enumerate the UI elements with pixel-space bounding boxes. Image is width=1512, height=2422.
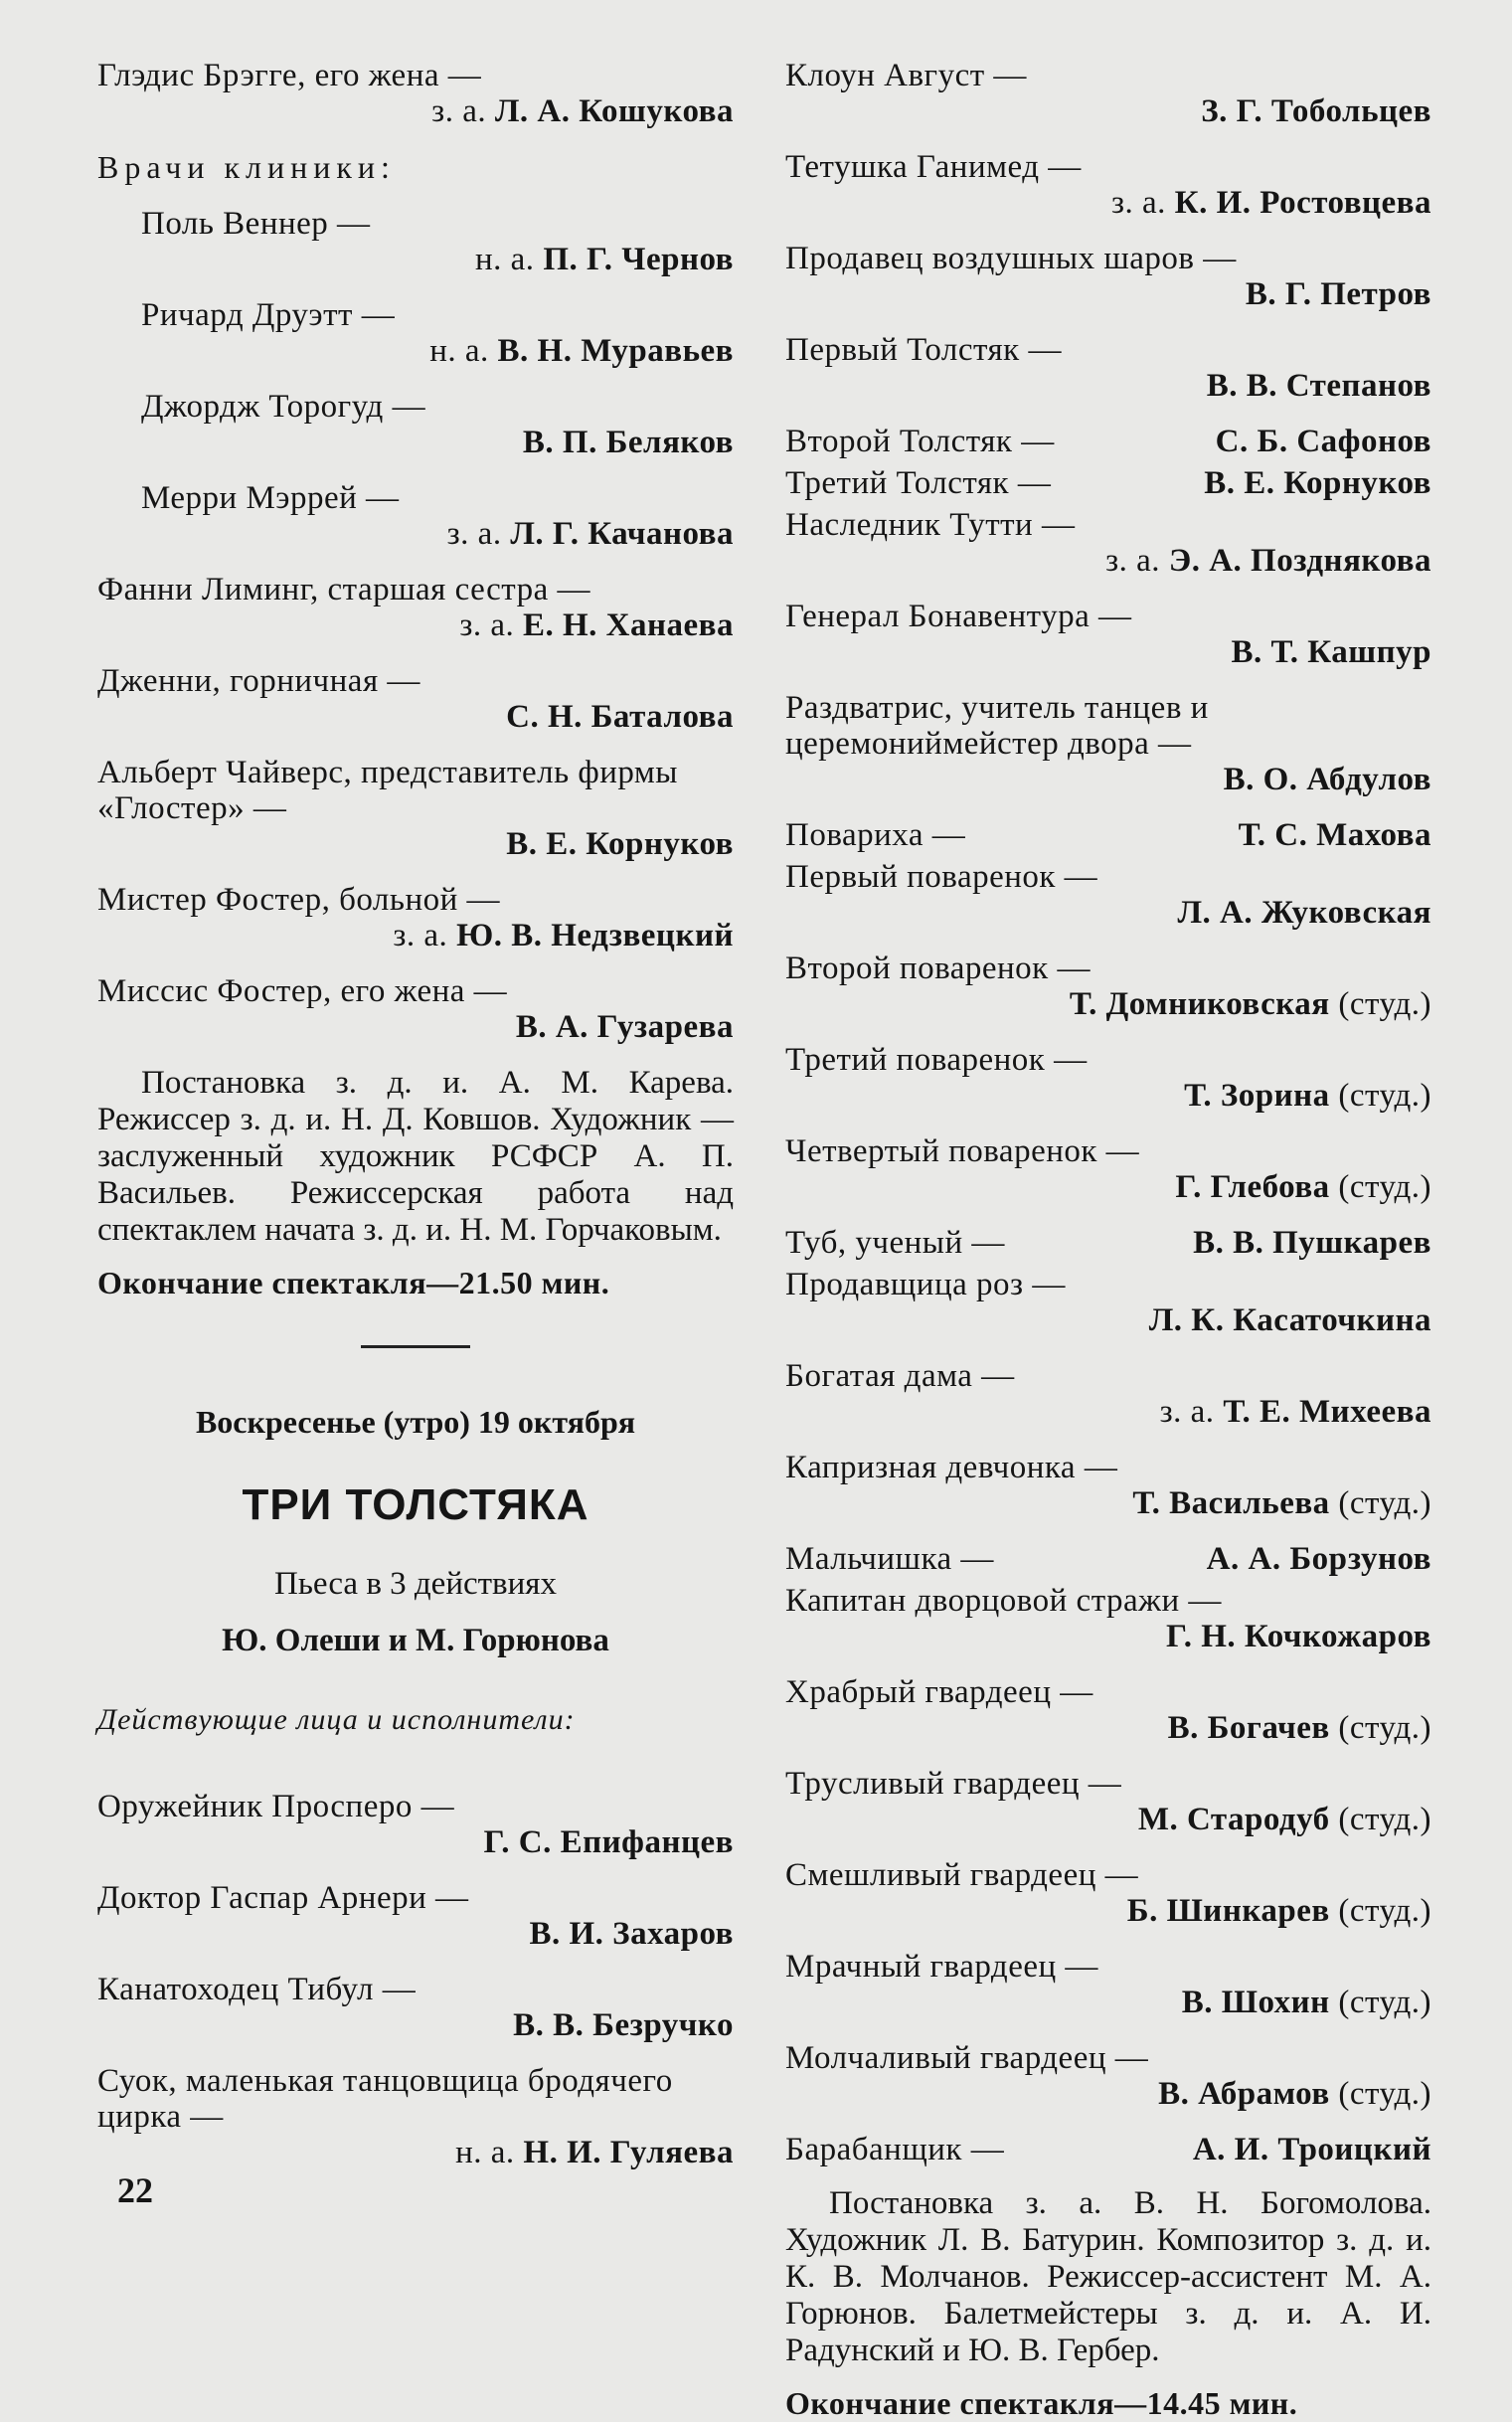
role-name: Мрачный гвардеец — xyxy=(785,1949,1098,1985)
performer-line xyxy=(141,516,734,552)
performer-line xyxy=(785,185,1431,221)
credits-prev: Постановка з. д. и. А. М. Карева. Режиссер з. д. и. Н. Д. Ковшов. Художник — заслуженный художник РСФСР А. П. Васильев. Режиссерская работа над спектаклем начата з. д. и. Н. М. Горчаковым. xyxy=(97,1065,734,1248)
performer-title: з. а. xyxy=(393,918,448,953)
role-name: Смешливый гвардеец — xyxy=(785,1857,1139,1893)
performer-line xyxy=(785,1078,1431,1114)
cast-entry xyxy=(97,882,734,953)
cast-entry xyxy=(785,859,1431,931)
performer-name: В. Шохин xyxy=(1181,1985,1330,2020)
performer-name: П. Г. Чернов xyxy=(543,242,734,277)
role-name: Второй поваренок — xyxy=(785,951,1091,986)
section-divider xyxy=(361,1345,470,1348)
role-name: Четвертый поваренок — xyxy=(785,1133,1140,1169)
performer-name: Г. Н. Кочкожаров xyxy=(1165,1619,1431,1654)
cast-entry xyxy=(785,2132,1431,2167)
role-name: Дженни, горничная — xyxy=(97,663,420,699)
performer-line xyxy=(785,1985,1431,2020)
performer-line xyxy=(141,425,734,460)
performer-name: Т. С. Махова xyxy=(1238,817,1431,853)
role-name: Капризная девчонка — xyxy=(785,1450,1118,1485)
cast-entry xyxy=(97,2063,734,2170)
cast-entry xyxy=(785,1042,1431,1114)
performer-name: Н. И. Гуляева xyxy=(523,2135,734,2170)
cast-entry xyxy=(785,1358,1431,1430)
role-name: Второй Толстяк — xyxy=(785,424,1055,459)
performer-name: Б. Шинкарев xyxy=(1126,1893,1330,1929)
performer-line xyxy=(785,276,1431,312)
student-mark: (студ.) xyxy=(1338,2076,1431,2112)
performer-title: з. а. xyxy=(446,516,502,552)
performer-name: М. Стародуб xyxy=(1137,1802,1330,1837)
cast-entry xyxy=(785,599,1431,670)
role-name: Третий поваренок — xyxy=(785,1042,1088,1078)
performer-line xyxy=(141,242,734,277)
performer-title: з. а. xyxy=(1110,185,1166,221)
performer-name: А. А. Борзунов xyxy=(1206,1541,1431,1577)
left-column xyxy=(97,58,734,2190)
performer-name: В. В. Пушкарев xyxy=(1193,1225,1431,1261)
student-mark: (студ.) xyxy=(1338,1985,1431,2020)
cast-entry xyxy=(785,465,1431,501)
play-title: ТРИ ТОЛСТЯКА xyxy=(242,1480,589,1529)
performer-name: В. Е. Корнуков xyxy=(506,826,734,862)
performer-line xyxy=(97,93,734,129)
role-name: Повариха — xyxy=(785,817,966,853)
cast-heading: Действующие лица и исполнители: xyxy=(97,1703,576,1736)
performer-name: Т. Зорина xyxy=(1184,1078,1330,1114)
cast-entry xyxy=(141,480,734,552)
performance-date: Воскресенье (утро) 19 октября xyxy=(195,1404,636,1440)
performer-name: Г. Глебова xyxy=(1175,1169,1330,1205)
ending-time-prev: Окончание спектакля—21.50 мин. xyxy=(97,1265,610,1300)
performer-line xyxy=(97,2135,734,2170)
role-name: Раздватрис, учитель танцев и церемониймейстер двора — xyxy=(785,690,1209,762)
cast-entry xyxy=(785,1766,1431,1837)
performer-name: Г. С. Епифанцев xyxy=(483,1824,734,1860)
doctors-heading: Врачи клиники: xyxy=(97,149,396,185)
play-subtitle: Пьеса в 3 действиях xyxy=(274,1566,557,1602)
performer-name: В. П. Беляков xyxy=(522,425,734,460)
right-column xyxy=(785,58,1431,2422)
performer-name: З. Г. Тобольцев xyxy=(1201,93,1431,129)
cast-entry xyxy=(97,572,734,643)
role-name: Барабанщик — xyxy=(785,2132,1005,2167)
performer-title: н. а. xyxy=(455,2135,515,2170)
cast-entry xyxy=(785,690,1431,797)
cast-entry xyxy=(785,1225,1431,1261)
cast-entry xyxy=(141,206,734,277)
student-mark: (студ.) xyxy=(1338,1802,1431,1837)
performer-line xyxy=(785,93,1431,129)
role-name: Джордж Торогуд — xyxy=(141,389,426,425)
student-mark: (студ.) xyxy=(1338,1893,1431,1929)
performer-line xyxy=(785,1169,1431,1205)
performer-line xyxy=(1204,465,1431,501)
role-name: Туб, ученый — xyxy=(785,1225,1005,1261)
performer-line xyxy=(785,634,1431,670)
performer-title: н. а. xyxy=(475,242,535,277)
cast-entry xyxy=(785,951,1431,1022)
cast-entry xyxy=(97,1789,734,1860)
performer-line xyxy=(785,543,1431,579)
performer-name: Л. А. Жуковская xyxy=(1177,895,1431,931)
role-name: Альберт Чайверс, представитель фирмы «Глостер» — xyxy=(97,755,678,826)
cast-entry xyxy=(97,1972,734,2043)
performer-name: В. И. Захаров xyxy=(529,1916,734,1952)
performer-name: В. Богачев xyxy=(1167,1710,1330,1746)
performer-line xyxy=(97,1824,734,1860)
role-name: Мальчишка — xyxy=(785,1541,994,1577)
performer-name: В. О. Абдулов xyxy=(1223,762,1431,797)
performer-line xyxy=(785,895,1431,931)
cast-entry xyxy=(785,332,1431,404)
performer-title: н. а. xyxy=(429,333,489,369)
role-name: Храбрый гвардеец — xyxy=(785,1674,1093,1710)
cast-entry xyxy=(97,1880,734,1952)
role-name: Продавщица роз — xyxy=(785,1267,1066,1302)
role-name: Наследник Тутти — xyxy=(785,507,1076,543)
role-name: Богатая дама — xyxy=(785,1358,1015,1394)
cast-entry xyxy=(785,1133,1431,1205)
page-number: 22 xyxy=(117,2170,153,2210)
cast-entry xyxy=(97,663,734,735)
performer-name: В. В. Степанов xyxy=(1206,368,1431,404)
performer-line xyxy=(785,986,1431,1022)
role-name: Третий Толстяк — xyxy=(785,465,1052,501)
performer-line xyxy=(97,2007,734,2043)
role-name: Суок, маленькая танцовщица бродячего цирка — xyxy=(97,2063,673,2135)
student-mark: (студ.) xyxy=(1338,1078,1431,1114)
performer-name: А. И. Троицкий xyxy=(1192,2132,1431,2167)
performer-name: Т. Васильева xyxy=(1132,1485,1330,1521)
performer-name: В. Абрамов xyxy=(1158,2076,1330,2112)
cast-entry xyxy=(785,424,1431,459)
play-authors: Ю. Олеши и М. Горюнова xyxy=(222,1623,609,1658)
cast-entry xyxy=(97,755,734,862)
performer-line xyxy=(97,826,734,862)
performer-title: з. а. xyxy=(1159,1394,1215,1430)
cast-entry xyxy=(785,507,1431,579)
credits-play: Постановка з. а. В. Н. Богомолова. Художник Л. В. Батурин. Композитор з. д. и. К. В. Молчанов. Режиссер-ассистент М. А. Горюнов. Балетмейстеры з. д. и. А. И. Радунский и Ю. В. Гербер. xyxy=(785,2185,1431,2368)
performer-line xyxy=(97,918,734,953)
role-name: Продавец воздушных шаров — xyxy=(785,241,1237,276)
performer-line xyxy=(785,1394,1431,1430)
performer-name: Э. А. Позднякова xyxy=(1168,543,1431,579)
cast-entry xyxy=(785,58,1431,129)
role-name: Оружейник Просперо — xyxy=(97,1789,455,1824)
performer-line xyxy=(97,607,734,643)
performer-line xyxy=(97,699,734,735)
role-name: Фанни Лиминг, старшая сестра — xyxy=(97,572,590,607)
role-name: Тетушка Ганимед — xyxy=(785,149,1082,185)
cast-entry xyxy=(785,817,1431,853)
cast-entry xyxy=(785,149,1431,221)
performer-name: Ю. В. Недзвецкий xyxy=(456,918,734,953)
student-mark: (студ.) xyxy=(1338,986,1431,1022)
role-name: Мистер Фостер, больной — xyxy=(97,882,501,918)
performer-name: С. Б. Сафонов xyxy=(1215,424,1431,459)
performer-name: В. А. Гузарева xyxy=(515,1009,734,1045)
performer-name: К. И. Ростовцева xyxy=(1174,185,1431,221)
role-name: Клоун Август — xyxy=(785,58,1027,93)
role-name: Мерри Мэррей — xyxy=(141,480,400,516)
role-name: Трусливый гвардеец — xyxy=(785,1766,1122,1802)
cast-entry xyxy=(785,1949,1431,2020)
performer-line xyxy=(1207,1541,1431,1577)
performer-line xyxy=(141,333,734,369)
role-name: Канатоходец Тибул — xyxy=(97,1972,417,2007)
performer-name: Л. А. Кошукова xyxy=(494,93,734,129)
cast-entry xyxy=(785,2040,1431,2112)
performer-line xyxy=(785,1893,1431,1929)
role-name: Капитан дворцовой стражи — xyxy=(785,1583,1222,1619)
performer-line xyxy=(97,1009,734,1045)
performer-line xyxy=(785,1485,1431,1521)
performer-line xyxy=(1193,1225,1431,1261)
performer-line xyxy=(785,1802,1431,1837)
performer-line xyxy=(785,368,1431,404)
cast-entry xyxy=(785,241,1431,312)
role-name: Молчаливый гвардеец — xyxy=(785,2040,1149,2076)
performer-name: Л. Г. Качанова xyxy=(510,516,734,552)
cast-list-left xyxy=(97,1789,734,2170)
performer-line xyxy=(1193,2132,1431,2167)
role-name: Ричард Друэтт — xyxy=(141,297,396,333)
cast-list-prev xyxy=(97,58,734,129)
cast-entry xyxy=(141,389,734,460)
cast-entry xyxy=(97,58,734,129)
cast-entry xyxy=(97,973,734,1045)
cast-entry xyxy=(785,1541,1431,1577)
role-name: Генерал Бонавентура — xyxy=(785,599,1132,634)
performer-title: з. а. xyxy=(431,93,487,129)
performer-name: Т. Домниковская xyxy=(1069,986,1330,1022)
performer-line xyxy=(785,1710,1431,1746)
cast-entry xyxy=(785,1674,1431,1746)
performer-name: В. В. Безручко xyxy=(513,2007,734,2043)
cast-entry xyxy=(785,1583,1431,1654)
performer-name: С. Н. Баталова xyxy=(506,699,734,735)
performer-name: В. Г. Петров xyxy=(1245,276,1431,312)
doctors-list xyxy=(97,206,734,552)
cast-list-prev-rest xyxy=(97,572,734,1045)
ending-time-play: Окончание спектакля—14.45 мин. xyxy=(785,2385,1298,2421)
performer-line xyxy=(785,1302,1431,1338)
performer-line xyxy=(1239,817,1431,853)
performer-line xyxy=(785,1619,1431,1654)
performer-line xyxy=(97,1916,734,1952)
role-name: Доктор Гаспар Арнери — xyxy=(97,1880,469,1916)
performer-name: В. Е. Корнуков xyxy=(1204,465,1431,501)
role-name: Глэдис Брэгге, его жена — xyxy=(97,58,482,93)
cast-list-right xyxy=(785,58,1431,2167)
performer-name: В. Т. Кашпур xyxy=(1231,634,1431,670)
role-name: Первый Толстяк — xyxy=(785,332,1062,368)
performer-line xyxy=(785,2076,1431,2112)
cast-entry xyxy=(785,1267,1431,1338)
performer-name: Е. Н. Ханаева xyxy=(523,607,734,643)
cast-entry xyxy=(785,1857,1431,1929)
role-name: Первый поваренок — xyxy=(785,859,1098,895)
role-name: Миссис Фостер, его жена — xyxy=(97,973,508,1009)
performer-name: В. Н. Муравьев xyxy=(497,333,734,369)
performer-line xyxy=(1216,424,1431,459)
performer-name: Л. К. Касаточкина xyxy=(1148,1302,1431,1338)
performer-line xyxy=(785,762,1431,797)
student-mark: (студ.) xyxy=(1338,1485,1431,1521)
performer-name: Т. Е. Михеева xyxy=(1223,1394,1431,1430)
cast-entry xyxy=(785,1450,1431,1521)
role-name: Поль Веннер — xyxy=(141,206,371,242)
student-mark: (студ.) xyxy=(1338,1710,1431,1746)
cast-entry xyxy=(141,297,734,369)
performer-title: з. а. xyxy=(1105,543,1161,579)
student-mark: (студ.) xyxy=(1338,1169,1431,1205)
performer-title: з. а. xyxy=(459,607,515,643)
